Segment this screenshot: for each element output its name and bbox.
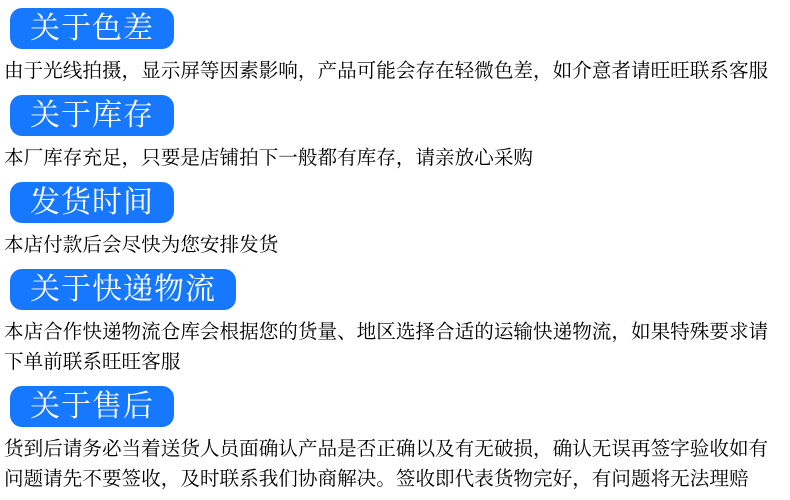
section-color-difference [0,8,790,86]
section-shipping-time [0,182,790,260]
section-title: 发货时间 [30,186,154,219]
section-body-shipping-time: 本店付款后会尽快为您安排发货 [4,234,279,256]
section-logistics [0,269,790,377]
section-body-after-sales: 货到后请务必当着送货人员面确认产品是否正确以及有无破损，确认无误再签字验收如有问题请先不要签收，及时联系我们协商解决。签收即代表货物完好，有问题将无法理赔 [4,438,769,490]
section-title-badge-shipping-time [10,182,174,223]
section-after-sales [0,386,790,494]
section-title: 关于库存 [30,99,154,132]
section-title-badge-stock [10,95,174,136]
section-stock [0,95,790,173]
section-title-badge-color-difference [10,8,174,49]
section-body-color-difference: 由于光线拍摄，显示屏等因素影响，产品可能会存在轻微色差，如介意者请旺旺联系客服 [4,60,769,82]
section-title-badge-logistics [10,269,236,310]
section-body-stock: 本厂库存充足，只要是店铺拍下一般都有库存，请亲放心采购 [4,147,534,169]
section-title-badge-after-sales [10,386,174,427]
section-title: 关于售后 [30,390,154,423]
section-body-logistics: 本店合作快递物流仓库会根据您的货量、地区选择合适的运输快递物流，如果特殊要求请下单前联系旺旺客服 [4,321,769,373]
section-title: 关于快递物流 [30,273,216,306]
section-title: 关于色差 [30,12,154,45]
